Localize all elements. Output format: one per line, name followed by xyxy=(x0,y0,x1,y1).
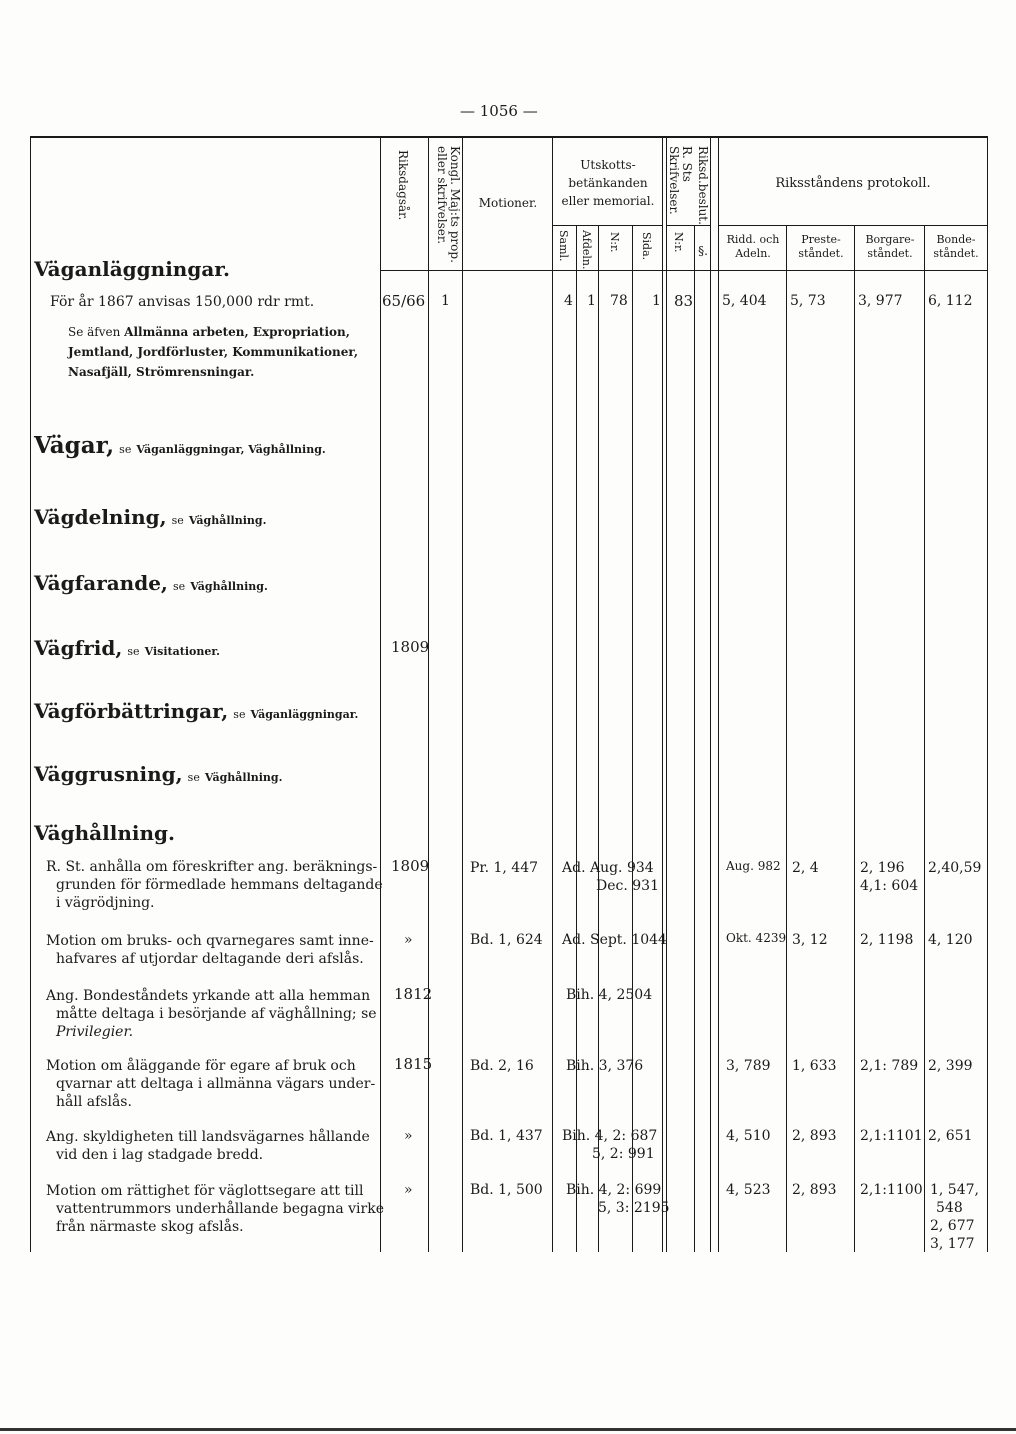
vh-row-4-desc-2: vid den i lag stadgade bredd. xyxy=(56,1147,264,1163)
row-vaganl-saml: 4 xyxy=(564,293,573,309)
col-line-riksd xyxy=(710,138,711,1252)
header-ridd-2: Adeln. xyxy=(735,247,771,260)
col-line-riksd2 xyxy=(718,138,719,1252)
vh-row-5-year: » xyxy=(404,1182,413,1198)
col-line-rstsnr xyxy=(694,225,695,1252)
bottom-scan-edge xyxy=(0,1428,1016,1431)
col-line-preste xyxy=(854,225,855,1252)
vh-row-3-preste: 1, 633 xyxy=(792,1058,837,1074)
vh-row-0-desc-1: R. St. anhålla om föreskrifter ang. beräknings- xyxy=(46,859,378,875)
vh-row-4-year: » xyxy=(404,1128,413,1144)
header-preste-2: ståndet. xyxy=(798,247,844,260)
heading-vagfrid: Vägfrid, se Visitationer. xyxy=(34,636,220,660)
header-utskotts-2: betänkanden xyxy=(568,176,648,190)
heading-vagfarande: Vägfarande, se Väghållning. xyxy=(34,571,268,595)
header-riksdagsar: Riksdagsår. xyxy=(396,150,411,221)
row-vaganl-prop: 1 xyxy=(441,293,450,309)
col-line-mot xyxy=(552,138,553,1252)
col-line-afd xyxy=(598,225,599,1252)
vh-row-4-mot: Bd. 1, 437 xyxy=(470,1128,543,1144)
heading-vaganlaggningar: Väganläggningar. xyxy=(34,257,230,281)
vh-row-5-borgare: 2,1:1100 xyxy=(860,1182,923,1198)
vh-row-1-desc-2: hafvares af utjordar deltagande deri afslås. xyxy=(56,951,364,967)
vh-row-5-bonde-2: 548 xyxy=(936,1200,963,1216)
vh-row-4-utsk-1: Bih. 4, 2: 687 xyxy=(562,1128,658,1144)
vh-row-2-utsk-1: Bih. 4, 2504 xyxy=(566,987,653,1003)
vh-row-3-desc-3: håll afslås. xyxy=(56,1094,132,1110)
vh-row-4-borgare: 2,1:1101 xyxy=(860,1128,923,1144)
row-vaganl-desc: För år 1867 anvisas 150,000 rdr rmt. xyxy=(50,294,315,310)
header-utskotts-3: eller memorial. xyxy=(561,194,655,208)
vh-row-5-bonde-1: 1, 547, xyxy=(930,1182,979,1198)
vh-row-0-preste: 2, 4 xyxy=(792,860,819,876)
vh-row-2-year: 1812 xyxy=(394,985,433,1003)
header-borgare-1: Borgare- xyxy=(865,233,915,246)
vh-row-1-year: » xyxy=(404,932,413,948)
vh-row-3-borgare: 2,1: 789 xyxy=(860,1058,919,1074)
row-vaganl-afd: 1 xyxy=(587,293,596,309)
vh-row-5-utsk-1: Bih. 4, 2: 699 xyxy=(566,1182,662,1198)
col-line-year xyxy=(428,138,429,1252)
row-vaganl-bonde: 6, 112 xyxy=(928,293,973,309)
col-line-right xyxy=(987,138,988,1252)
vh-row-5-bonde-3: 2, 677 xyxy=(930,1218,975,1234)
header-utskotts-1: Utskotts- xyxy=(580,158,636,172)
header-nr: N:r. xyxy=(608,232,622,253)
vh-row-0-year: 1809 xyxy=(391,857,430,875)
header-ridd-1: Ridd. och xyxy=(726,233,780,246)
vh-row-4-bonde: 2, 651 xyxy=(928,1128,973,1144)
vh-row-3-ridd: 3, 789 xyxy=(726,1058,771,1074)
header-borgare-2: ståndet. xyxy=(867,247,913,260)
rsts-subrule xyxy=(666,225,710,226)
heading-vagar: Vägar, se Väganläggningar, Väghållning. xyxy=(34,432,326,459)
col-line-desc xyxy=(380,138,381,1252)
vh-row-5-desc-2: vattentrummors underhållande begagna virke xyxy=(56,1201,384,1217)
see-also-prefix: Se äfven Allmänna arbeten, Expropriation, xyxy=(68,325,350,339)
vh-row-0-borgare-1: 2, 196 xyxy=(860,860,905,876)
header-motioner: Motioner. xyxy=(478,196,538,210)
vh-row-3-mot: Bd. 2, 16 xyxy=(470,1058,534,1074)
row-vaganl-ridd: 5, 404 xyxy=(722,293,767,309)
vh-row-1-preste: 3, 12 xyxy=(792,932,828,948)
vh-row-3-utsk-1: Bih. 3, 376 xyxy=(566,1058,644,1074)
vh-row-3-desc-1: Motion om åläggande för egare af bruk och xyxy=(46,1058,356,1074)
vh-row-0-ridd: Aug. 982 xyxy=(726,859,781,873)
header-kongl: Kongl. Maj:ts prop. eller skrifvelser. xyxy=(434,146,462,263)
heading-vagdelning: Vägdelning, se Väghållning. xyxy=(34,505,267,529)
vh-row-5-bonde-4: 3, 177 xyxy=(930,1236,975,1252)
vh-row-2-desc-1: Ang. Bondeståndets yrkande att alla hemman xyxy=(46,988,371,1004)
vh-row-0-utsk-1: Ad. Aug. 934 xyxy=(562,860,654,876)
vh-row-0-desc-2: grunden för förmedlade hemmans deltagande xyxy=(56,877,383,893)
col-line-saml xyxy=(576,225,577,1252)
col-line-prop xyxy=(462,138,463,1252)
vh-row-5-desc-3: från närmaste skog afslås. xyxy=(56,1219,244,1235)
row-vaganl-year: 65/66 xyxy=(382,292,426,310)
col-line-sida xyxy=(662,138,663,1252)
col-line-ridd xyxy=(786,225,787,1252)
vh-row-4-desc-1: Ang. skyldigheten till landsvägarnes hållande xyxy=(46,1129,370,1145)
header-rule xyxy=(380,270,988,271)
header-protokoll: Riksståndens protokoll. xyxy=(775,176,931,191)
vh-row-5-ridd: 4, 523 xyxy=(726,1182,771,1198)
page-number: — 1056 — xyxy=(460,102,538,120)
vh-row-1-ridd: Okt. 4239 xyxy=(726,931,787,945)
vh-row-1-utsk-1: Ad. Sept. 1044 xyxy=(562,932,667,948)
vh-row-5-preste: 2, 893 xyxy=(792,1182,837,1198)
vh-row-1-bonde: 4, 120 xyxy=(928,932,973,948)
row-vaganl-sida: 1 xyxy=(652,293,661,309)
header-afdeln: Afdeln. xyxy=(580,230,594,270)
header-preste-1: Preste- xyxy=(801,233,841,246)
row-vaganl-borgare: 3, 977 xyxy=(858,293,903,309)
utskott-subrule xyxy=(552,225,662,226)
header-bonde-2: ståndet. xyxy=(933,247,979,260)
top-rule xyxy=(30,136,988,138)
vh-row-1-borgare: 2, 1198 xyxy=(860,932,914,948)
heading-vagforbattringar: Vägförbättringar, se Väganläggningar. xyxy=(34,699,359,723)
vh-row-5-mot: Bd. 1, 500 xyxy=(470,1182,543,1198)
vh-row-5-desc-1: Motion om rättighet för väglottsegare att till xyxy=(46,1183,364,1199)
vh-row-3-bonde: 2, 399 xyxy=(928,1058,973,1074)
header-rsts-nr: N:r. xyxy=(672,232,686,253)
header-bonde-1: Bonde- xyxy=(936,233,976,246)
header-sida: Sida. xyxy=(640,232,654,261)
vh-row-3-desc-2: qvarnar att deltaga i allmänna vägars under- xyxy=(56,1076,376,1092)
heading-vaghallning: Väghållning. xyxy=(34,821,175,845)
protokoll-subrule xyxy=(718,225,988,226)
vagfrid-year: 1809 xyxy=(391,638,430,656)
vh-row-0-desc-3: i vägrödjning. xyxy=(56,895,155,911)
vh-row-0-mot: Pr. 1, 447 xyxy=(470,860,539,876)
see-also-line-2: Jemtland, Jordförluster, Kommunikationer, xyxy=(68,345,359,359)
header-paragraph: §. xyxy=(698,244,708,258)
header-riksd: Riksd.beslut. xyxy=(696,146,711,225)
vh-row-3-year: 1815 xyxy=(394,1055,433,1073)
see-also-line-3: Nasafjäll, Strömrensningar. xyxy=(68,365,255,379)
vh-row-1-desc-1: Motion om bruks- och qvarnegares samt inne- xyxy=(46,933,374,949)
col-line-left xyxy=(30,138,31,1252)
row-vaganl-rsts: 83 xyxy=(674,292,694,310)
vh-row-2-desc-2: måtte deltaga i besörjande af väghållning; se xyxy=(56,1006,377,1022)
vh-row-0-utsk-2: Dec. 931 xyxy=(596,878,659,894)
vh-row-1-mot: Bd. 1, 624 xyxy=(470,932,543,948)
vh-row-5-utsk-2: 5, 3: 2195 xyxy=(598,1200,670,1216)
heading-vaggrusning: Väggrusning, se Väghållning. xyxy=(34,762,283,786)
vh-row-0-bonde: 2,40,59 xyxy=(928,860,982,876)
vh-row-4-preste: 2, 893 xyxy=(792,1128,837,1144)
col-line-sida2 xyxy=(666,138,667,1252)
row-vaganl-preste: 5, 73 xyxy=(790,293,826,309)
col-line-borgare xyxy=(924,225,925,1252)
vh-row-4-ridd: 4, 510 xyxy=(726,1128,771,1144)
header-rsts: R. Sts Skrifvelser. xyxy=(666,146,694,215)
row-vaganl-nr: 78 xyxy=(610,293,628,309)
vh-row-2-desc-italic: Privilegier. xyxy=(56,1024,134,1040)
col-line-nr xyxy=(632,225,633,1252)
vh-row-0-borgare-2: 4,1: 604 xyxy=(860,878,919,894)
header-saml: Saml. xyxy=(557,230,571,262)
vh-row-4-utsk-2: 5, 2: 991 xyxy=(592,1146,655,1162)
